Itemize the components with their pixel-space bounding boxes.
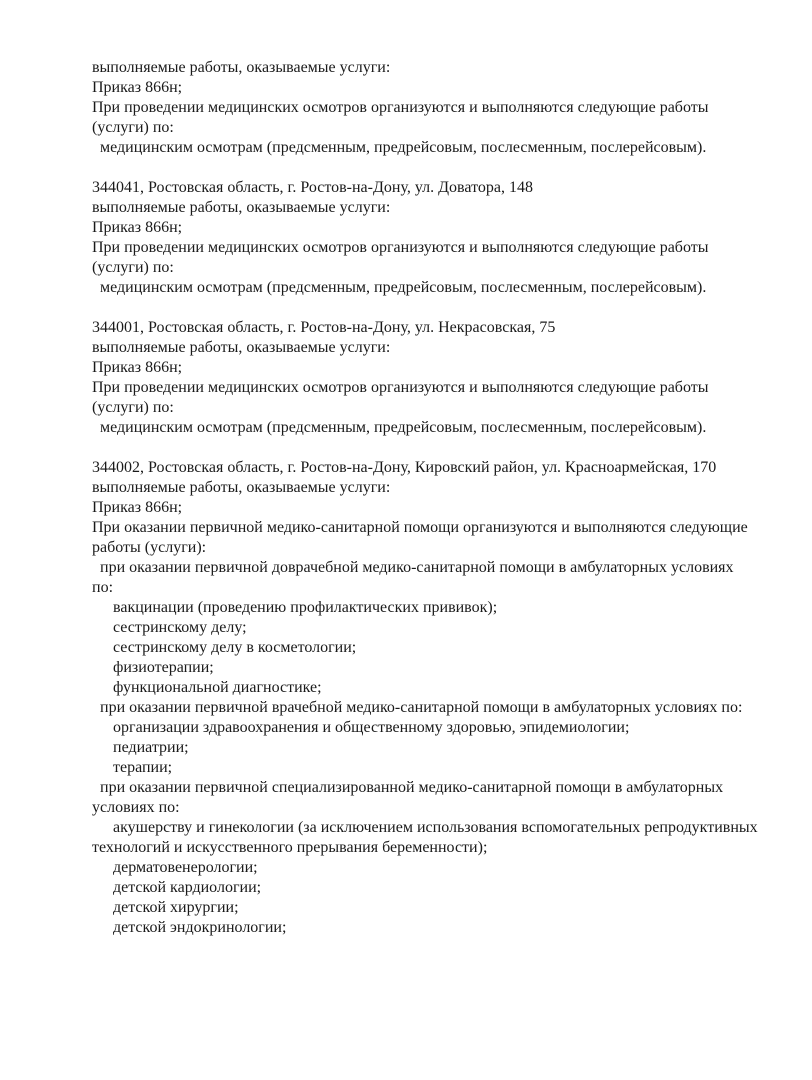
text-line: выполняемые работы, оказываемые услуги: <box>92 339 391 356</box>
text-line: детской эндокринологии; <box>113 919 287 936</box>
text-line: медицинским осмотрам (предсменным, предрейсовым, послесменным, послерейсовым). <box>100 139 707 156</box>
text-line: при оказании первичной врачебной медико-санитарной помощи в амбулаторных условиях по: <box>100 699 743 716</box>
address-line: 344002, Ростовская область, г. Ростов-на-Дону, Кировский район, ул. Красноармейская, 170 <box>92 459 717 476</box>
text-line: медицинским осмотрам (предсменным, предрейсовым, послесменным, послерейсовым). <box>100 279 707 296</box>
text-block <box>92 58 764 158</box>
text-line: технологий и искусственного прерывания беременности); <box>92 839 488 856</box>
text-line: функциональной диагностике; <box>113 679 322 696</box>
text-line: работы (услуги): <box>92 539 207 556</box>
text-line: Приказ 866н; <box>92 499 183 516</box>
text-line: детской хирургии; <box>113 899 239 916</box>
text-line: При проведении медицинских осмотров организуются и выполняются следующие работы <box>92 239 709 256</box>
text-line: терапии; <box>113 759 173 776</box>
text-line: Приказ 866н; <box>92 359 183 376</box>
text-line: (услуги) по: <box>92 119 174 136</box>
text-line: при оказании первичной доврачебной медико-санитарной помощи в амбулаторных условиях <box>100 559 734 576</box>
text-line: педиатрии; <box>113 739 189 756</box>
document-body <box>92 58 764 958</box>
text-block <box>92 318 764 438</box>
text-line: акушерству и гинекологии (за исключением использования вспомогательных репродуктивных <box>113 819 758 836</box>
text-line: При проведении медицинских осмотров организуются и выполняются следующие работы <box>92 99 709 116</box>
text-line: дерматовенерологии; <box>113 859 258 876</box>
text-line: выполняемые работы, оказываемые услуги: <box>92 59 391 76</box>
text-line: Приказ 866н; <box>92 79 183 96</box>
address-line: 344001, Ростовская область, г. Ростов-на-Дону, ул. Некрасовская, 75 <box>92 319 556 336</box>
address-line: 344041, Ростовская область, г. Ростов-на-Дону, ул. Доватора, 148 <box>92 179 533 196</box>
text-line: вакцинации (проведению профилактических прививок); <box>113 599 498 616</box>
text-line: выполняемые работы, оказываемые услуги: <box>92 479 391 496</box>
text-line: при оказании первичной специализированной медико-санитарной помощи в амбулаторных <box>100 779 724 796</box>
text-line: сестринскому делу; <box>113 619 247 636</box>
text-line: При проведении медицинских осмотров организуются и выполняются следующие работы <box>92 379 709 396</box>
text-block <box>92 178 764 298</box>
text-line: медицинским осмотрам (предсменным, предрейсовым, послесменным, послерейсовым). <box>100 419 707 436</box>
text-line: (услуги) по: <box>92 399 174 416</box>
text-line: выполняемые работы, оказываемые услуги: <box>92 199 391 216</box>
text-line: по: <box>92 579 114 596</box>
text-line: детской кардиологии; <box>113 879 262 896</box>
text-line: (услуги) по: <box>92 259 174 276</box>
text-line: Приказ 866н; <box>92 219 183 236</box>
text-line: физиотерапии; <box>113 659 214 676</box>
text-line: организации здравоохранения и общественному здоровью, эпидемиологии; <box>113 719 630 736</box>
text-line: условиях по: <box>92 799 180 816</box>
text-line: сестринскому делу в косметологии; <box>113 639 357 656</box>
text-line: При оказании первичной медико-санитарной помощи организуются и выполняются следующие <box>92 519 748 536</box>
text-block <box>92 458 764 938</box>
